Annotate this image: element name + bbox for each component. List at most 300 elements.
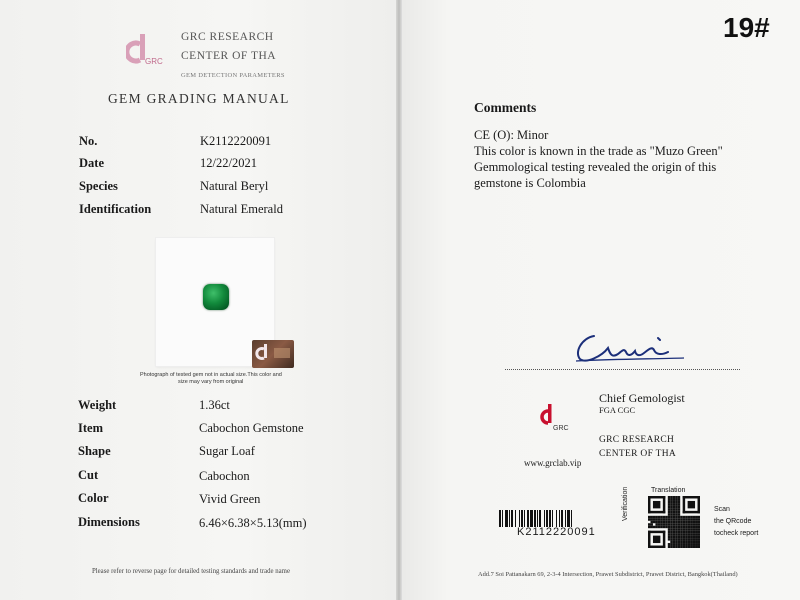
chief-credentials: FGA CGC [599,405,636,415]
qr-module [670,506,672,508]
qr-module [680,523,682,525]
qr-module [670,526,672,528]
qr-module [675,503,677,505]
qr-module [650,518,652,520]
lab-subtitle: GEM DETECTION PARAMETERS [181,72,285,79]
qr-module [663,523,665,525]
qr-module [693,526,695,528]
qr-module [668,536,670,538]
qr-module [668,531,670,533]
barcode-bar [515,510,516,527]
qr-module [660,523,662,525]
barcode-bar [544,510,545,527]
qr-module [683,511,700,513]
qr-module [675,538,677,540]
qr-module [675,496,677,498]
qr-module [670,541,672,543]
qr-module [675,513,677,515]
qr-module [688,516,690,518]
qr-module [673,528,675,530]
barcode-bar [565,510,566,527]
qr-module [668,528,670,530]
qr-module [680,533,682,535]
qr-module [648,496,665,498]
qr-module [685,536,687,538]
qr-module [678,533,680,535]
qr-module [678,538,680,540]
signature-line [505,369,740,370]
qr-module [693,531,695,533]
qr-module [660,518,662,520]
qr-module [670,516,672,518]
qr-module [695,546,697,548]
grc-name-line1: GRC RESEARCH [599,435,675,445]
qr-module [673,521,675,523]
gem-photo-card [156,238,274,366]
qr-module [683,496,700,498]
signature-scribble [572,326,688,366]
qr-module [690,518,692,520]
qr-module [648,518,650,520]
barcode-bar [527,510,529,527]
qr-module [670,521,672,523]
qr-module [690,541,692,543]
photo-logo-stamp [252,340,294,368]
qr-module [698,546,700,548]
qr-module [673,541,675,543]
qr-module [668,523,670,525]
field-value-item: Cabochon Gemstone [199,421,304,435]
qr-module [685,518,687,520]
qr-module [650,521,652,523]
qr-module [690,516,692,518]
qr-module [665,518,667,520]
qr-module [690,526,692,528]
qr-module [675,541,677,543]
qr-module [660,516,662,518]
manual-title: GEM GRADING MANUAL [108,91,290,106]
qr-module [680,526,682,528]
qr-module [685,528,687,530]
qr-module [675,523,677,525]
website-url: www.grclab.vip [524,458,582,468]
page-badge: 19# [723,12,770,43]
qr-module [678,516,680,518]
qr-module [663,518,665,520]
qr-module [648,523,650,525]
qr-module [675,531,677,533]
field-label-identification: Identification [79,202,152,216]
qr-module [683,536,685,538]
qr-module [680,531,682,533]
qr-module [688,541,690,543]
field-value-dimensions: 6.46×6.38×5.13(mm) [199,516,307,530]
qr-module [668,501,670,503]
qr-module [690,521,692,523]
qr-module [658,521,660,523]
grc-stamp-icon [252,340,294,368]
qr-module [658,516,660,518]
field-value-shape: Sugar Loaf [199,444,255,458]
qr-module [685,526,687,528]
qr-module [673,543,675,545]
qr-module [695,538,697,540]
qr-module [685,531,687,533]
qr-module [688,526,690,528]
qr-module [668,546,670,548]
field-value-no: K2112220091 [200,134,272,148]
qr-module [678,536,680,538]
qr-module [695,536,697,538]
qr-module [673,511,675,513]
qr-module [695,521,697,523]
comment-line-3: Gemmological testing revealed the origin of this [474,160,717,174]
qr-module [695,526,697,528]
logo-text: GRC [145,57,163,66]
qr-module [673,538,675,540]
qr-module [668,513,670,515]
qr-module [678,546,680,548]
qr-module [695,541,697,543]
qr-module [685,516,687,518]
qr-module [675,511,677,513]
qr-module [660,521,662,523]
qr-module [675,518,677,520]
qr-module [660,526,662,528]
barcode-bar [505,510,508,527]
qr-module [678,513,680,515]
qr-module [670,503,672,505]
qr-module [678,511,680,513]
qr-module [670,543,672,545]
field-label-no: No. [79,134,98,148]
qr-module [675,516,677,518]
qr-module [658,523,660,525]
qr-module [680,536,682,538]
qr-module [673,536,675,538]
qr-module [655,521,657,523]
field-label-weight: Weight [78,398,117,412]
qr-module [685,538,687,540]
qr-module [683,533,685,535]
grc-name-line2: CENTER OF THA [599,449,677,459]
qr-module [695,543,697,545]
qr-module [668,543,670,545]
qr-module [678,496,680,498]
barcode-bar [561,510,563,527]
qr-module [675,501,677,503]
barcode-bar [499,510,501,527]
qr-module [688,543,690,545]
qr-module [673,501,675,503]
qr-module [678,543,680,545]
qr-module [650,526,652,528]
qr-module [693,521,695,523]
qr-module [673,531,675,533]
qr-module [663,496,665,513]
barcode-bar [571,510,572,527]
qr-module [685,523,687,525]
qr-module [655,523,657,525]
qr-module [693,546,695,548]
qr-module [658,518,660,520]
qr-module [688,528,690,530]
qr-module [670,498,672,500]
qr-module [688,518,690,520]
qr-module [670,531,672,533]
qr-module [673,508,675,510]
qr-module [678,501,680,503]
translation-label: Translation [651,487,686,494]
barcode-bar [530,510,533,527]
field-label-dimensions: Dimensions [78,515,140,529]
qr-module [680,538,682,540]
qr-module [670,533,672,535]
qr-module [673,523,675,525]
qr-module [675,528,677,530]
qr-module [670,513,672,515]
qr-module [690,523,692,525]
qr-module [683,521,685,523]
qr-module [668,508,670,510]
qr-module [663,521,665,523]
barcode-bar [524,510,525,527]
qr-module [685,541,687,543]
signature [572,326,688,371]
qr-module [693,538,695,540]
qr-module [680,546,682,548]
qr-module [678,506,680,508]
qr-module [665,516,667,518]
lab-name-line2: CENTER OF THA [181,50,277,62]
qr-module [673,533,675,535]
qr-module [670,528,672,530]
qr-module [655,526,657,528]
qr-module [698,516,700,518]
qr-module [688,546,690,548]
qr-module [683,528,685,530]
qr-module [678,521,680,523]
qr-module [650,516,652,518]
qr-module [663,531,665,548]
qr-module [685,521,687,523]
qr-module [663,516,665,518]
qr-module [668,526,670,528]
qr-module [665,526,667,528]
qr-module [648,531,665,533]
qr-module [683,546,685,548]
qr-module [698,536,700,538]
qr-module [678,541,680,543]
qr-module [670,546,672,548]
barcode-bar [521,510,523,527]
qr-module [665,523,667,525]
qr-module [683,538,685,540]
qr-module [668,518,670,520]
qr-module [653,536,660,543]
qr-module [670,508,672,510]
qr-module [693,528,695,530]
qr-module [688,536,690,538]
qr-module [675,533,677,535]
qr-module [673,518,675,520]
scan-line3: tocheck report [714,530,759,537]
field-label-species: Species [79,179,118,193]
photo-caption-line1: Photograph of tested gem not in actual size.This color and [140,372,282,378]
qr-module [653,526,655,528]
qr-module [678,503,680,505]
barcode-number: K2112220091 [517,526,596,538]
qr-module [693,518,695,520]
emerald-gem-image [203,284,229,310]
field-label-item: Item [78,421,103,435]
qr-module [675,546,677,548]
qr-module [653,501,660,508]
qr-module [675,506,677,508]
qr-module [675,536,677,538]
qr-module [685,543,687,545]
logo-small-text: GRC [553,425,569,432]
qr-module [650,523,652,525]
qr-module [698,538,700,540]
qr-module [683,523,685,525]
qr-module [683,516,685,518]
qr-module [655,516,657,518]
qr-module [675,526,677,528]
page-fold [396,0,402,600]
qr-module [680,521,682,523]
qr-module [688,501,695,508]
qr-module [673,503,675,505]
qr-module [675,521,677,523]
qr-module [688,523,690,525]
barcode-bar [556,510,557,527]
qr-module [698,533,700,535]
qr-module [698,496,700,513]
comment-line-2: This color is known in the trade as "Muzo Green" [474,144,723,158]
qr-module [688,521,690,523]
qr-module [680,541,682,543]
barcode-bar [559,510,560,527]
qr-module [673,513,675,515]
qr-module [688,538,690,540]
qr-module [698,518,700,520]
left-footer-note: Please refer to reverse page for detailed testing standards and trade name [92,568,290,575]
qr-module [675,498,677,500]
qr-module [675,543,677,545]
qr-module [698,531,700,533]
qr-module [648,526,650,528]
qr-module [655,518,657,520]
field-label-color: Color [78,491,109,505]
field-value-color: Vivid Green [199,492,261,506]
qr-module [680,518,682,520]
qr-module [688,531,690,533]
qr-module [670,523,672,525]
qr-module [678,498,680,500]
qr-module [678,526,680,528]
scan-line1: Scan [714,506,730,513]
qr-module [685,533,687,535]
field-value-identification: Natural Emerald [200,202,283,216]
qr-module [693,536,695,538]
qr-module [678,508,680,510]
barcode-bar [549,510,551,527]
qr-module [698,543,700,545]
qr-module [690,546,692,548]
chief-gemologist-title: Chief Gemologist [599,391,685,405]
qr-module [670,536,672,538]
barcode-bar [509,510,510,527]
barcode-bar [502,510,503,527]
qr-module [690,536,692,538]
comment-line-1: CE (O): Minor [474,128,549,142]
comment-line-4: gemstone is Colombia [474,176,586,190]
qr-module [695,533,697,535]
barcode-bars [499,510,609,527]
qr-module [663,526,665,528]
qr-module [683,496,685,513]
qr-module [683,543,685,545]
qr-module [658,526,660,528]
qr-module [648,496,650,513]
field-label-shape: Shape [78,444,111,458]
qr-code [648,496,700,553]
qr-module [695,516,697,518]
qr-module [698,528,700,530]
scan-line2: the QRcode [714,518,752,525]
field-value-species: Natural Beryl [200,179,269,193]
field-value-cut: Cabochon [199,469,250,483]
qr-module [670,518,672,520]
barcode-bar [537,510,538,527]
qr-module [683,518,685,520]
qr-module [695,531,697,533]
qr-module [690,531,692,533]
qr-module [670,511,672,513]
qr-module [668,498,670,500]
comments-heading: Comments [474,100,537,115]
qr-module [668,538,670,540]
qr-module [665,521,667,523]
barcode-bar [519,510,520,527]
qr-module [653,518,655,520]
field-value-weight: 1.36ct [199,398,230,412]
qr-module [690,528,692,530]
qr-module [690,543,692,545]
qr-module [693,516,695,518]
qr-module [673,526,675,528]
qr-module [675,508,677,510]
qr-module [668,516,670,518]
qr-module [683,531,685,533]
right-footer-address: Add.7 Soi Pattanakarn 69, 2-3-4 Intersection, Prawet Subdistrict, Prawet District, Bangkok(Thailand) [478,571,738,578]
grc-logo-icon [126,34,166,76]
verification-label: Verification [622,486,629,521]
qr-module [678,518,680,520]
qr-module [693,533,695,535]
qr-module [648,516,650,518]
barcode-bar [534,510,536,527]
grc-logo [126,34,166,76]
qr-module [698,526,700,528]
qr-module [653,516,655,518]
qr-module [690,533,692,535]
qr-module [680,543,682,545]
lab-name-line1: GRC RESEARCH [181,31,274,43]
logo-subtext [128,72,129,77]
qr-module [668,506,670,508]
